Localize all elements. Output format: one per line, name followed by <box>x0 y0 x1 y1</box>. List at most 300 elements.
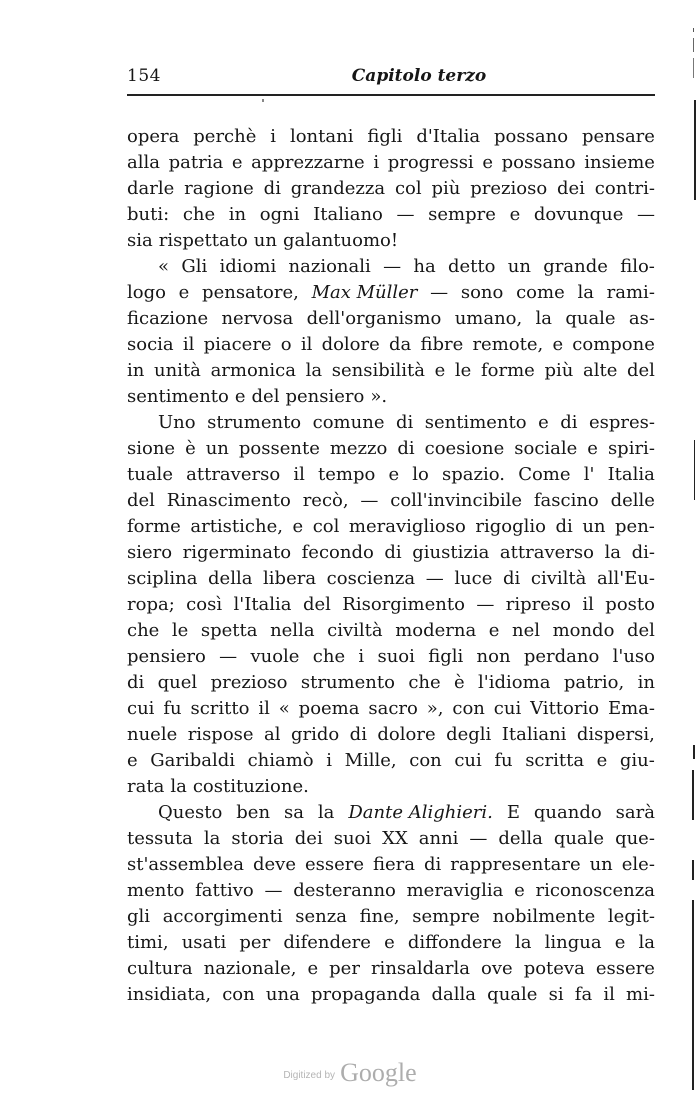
word: legit- <box>607 906 655 927</box>
word: — <box>425 568 444 589</box>
word: « <box>278 698 290 719</box>
text-line <box>127 800 655 826</box>
word: pen- <box>615 516 655 537</box>
word: — <box>636 204 655 225</box>
word: Italiano <box>313 204 383 225</box>
word: delle <box>610 490 655 511</box>
word: la <box>638 932 655 953</box>
word: gli <box>127 906 151 927</box>
text-line <box>127 696 655 722</box>
word: si <box>548 984 564 1005</box>
word: rata <box>127 776 165 797</box>
word: e <box>292 516 304 537</box>
word: fascino <box>533 490 599 511</box>
word: Dante Alighieri. <box>348 802 493 823</box>
word: prezioso <box>210 672 288 693</box>
word: e <box>388 464 400 485</box>
text-line <box>127 826 655 852</box>
word: espres- <box>588 412 655 433</box>
word: — <box>264 880 283 901</box>
word: piacere <box>203 334 272 355</box>
word: rigerminato <box>182 542 292 563</box>
word: un <box>253 230 277 251</box>
word: del <box>127 490 155 511</box>
word: deve <box>253 854 296 875</box>
text-line <box>127 228 655 254</box>
word: attraverso <box>499 542 594 563</box>
word: mondo <box>552 620 615 641</box>
word: un <box>205 438 229 459</box>
text-line <box>127 514 655 540</box>
binding-edge-mark <box>692 770 694 820</box>
word: degli <box>446 724 492 745</box>
word: e <box>509 204 521 225</box>
word: grande <box>543 256 608 277</box>
word: alte <box>582 360 618 381</box>
word: sociale <box>514 438 578 459</box>
word: nazionali <box>288 256 371 277</box>
word: del <box>302 594 331 615</box>
word: col <box>394 178 422 199</box>
word: costituzione. <box>192 776 309 797</box>
word: perdano <box>523 646 600 667</box>
word: il <box>300 334 313 355</box>
word: diffondere <box>407 932 502 953</box>
word: poteva <box>523 958 585 979</box>
word: dell'organismo <box>306 308 442 329</box>
word: una <box>265 984 300 1005</box>
word: della <box>498 828 543 849</box>
binding-edge-mark <box>692 900 694 1090</box>
word: chiamò <box>247 750 314 771</box>
word: senza <box>295 906 347 927</box>
header-rule <box>127 94 655 96</box>
word: fu <box>163 698 182 719</box>
word: grandezza <box>290 178 386 199</box>
word: civiltà <box>530 568 587 589</box>
word: ben <box>236 802 271 823</box>
word: fiera <box>373 854 416 875</box>
word: rappresentare <box>450 854 581 875</box>
word: la <box>203 828 221 849</box>
word: i <box>373 152 380 173</box>
word: ele- <box>621 854 655 875</box>
word: Questo <box>158 802 223 823</box>
word: galantuomo! <box>282 230 399 251</box>
word: poema <box>298 698 360 719</box>
word: non <box>476 646 511 667</box>
word: e <box>307 958 319 979</box>
word: tempo <box>318 464 376 485</box>
word: coesione <box>424 438 505 459</box>
word: del <box>626 620 655 641</box>
word: sa <box>284 802 304 823</box>
word: di <box>424 854 442 875</box>
word: cui <box>454 750 482 771</box>
word: l'Italia <box>233 594 292 615</box>
word: spetta <box>200 620 258 641</box>
word: e <box>488 620 500 641</box>
text-line <box>127 722 655 748</box>
word: — <box>360 490 379 511</box>
word: st'assemblea <box>127 854 245 875</box>
text-line <box>127 332 655 358</box>
word: Uno <box>158 412 196 433</box>
word: mi- <box>626 984 655 1005</box>
word: storia <box>231 828 284 849</box>
word: le <box>454 360 472 381</box>
word: idiomi <box>219 256 277 277</box>
word: essere <box>304 854 365 875</box>
word: — <box>396 204 415 225</box>
word: nobilmente <box>492 906 596 927</box>
word: il <box>182 334 195 355</box>
text-line <box>127 384 655 410</box>
word: dovunque <box>533 204 624 225</box>
word: lo <box>412 464 429 485</box>
text-line <box>127 488 655 514</box>
word: suoi <box>333 828 372 849</box>
text-line <box>127 618 655 644</box>
running-head <box>127 66 655 90</box>
word: E <box>506 802 520 823</box>
word: di- <box>631 542 655 563</box>
word: « <box>158 256 170 277</box>
word: l'idioma <box>478 672 551 693</box>
text-line <box>127 462 655 488</box>
word: Garibaldi <box>150 750 235 771</box>
word: possano <box>501 152 576 173</box>
word: la <box>604 542 622 563</box>
word: spazio. <box>442 464 506 485</box>
word: sensibilità <box>331 360 425 381</box>
word: il <box>582 594 594 615</box>
word: sono <box>460 282 504 303</box>
word: — <box>430 282 449 303</box>
text-line <box>127 436 655 462</box>
text-line <box>127 280 655 306</box>
word: Come <box>518 464 571 485</box>
word: e <box>514 880 525 901</box>
word: rinsaldarla <box>370 958 470 979</box>
word: un <box>507 256 531 277</box>
google-wordmark: Google <box>340 1058 417 1087</box>
word: difendere <box>283 932 371 953</box>
word: ha <box>413 256 436 277</box>
word: dalla <box>431 984 476 1005</box>
word: è <box>454 672 465 693</box>
word: cui <box>493 698 522 719</box>
word: — <box>469 828 488 849</box>
word: opera <box>127 126 180 147</box>
word: sione <box>127 438 176 459</box>
word: as- <box>628 308 655 329</box>
word: possente <box>238 438 320 459</box>
text-line <box>127 202 655 228</box>
word: darle <box>127 178 175 199</box>
word: figli <box>367 126 403 147</box>
word: accorgimenti <box>162 906 283 927</box>
word: civiltà <box>327 620 383 641</box>
word: con <box>222 984 255 1005</box>
word: la <box>535 308 553 329</box>
word: rispettato <box>158 230 248 251</box>
text-line <box>127 306 655 332</box>
word: usati <box>181 932 227 953</box>
binding-edge-mark <box>693 745 695 759</box>
word: che <box>182 204 216 225</box>
word: forme <box>480 360 535 381</box>
word: ficazione <box>127 308 209 329</box>
word: timi, <box>127 932 169 953</box>
word: i <box>358 646 365 667</box>
word: fibre <box>420 334 464 355</box>
word: sentimento <box>424 412 527 433</box>
word: e <box>538 412 549 433</box>
word: ragione <box>184 178 254 199</box>
word: e <box>552 334 564 355</box>
word: in <box>228 204 247 225</box>
text-line <box>127 904 655 930</box>
word: del <box>626 360 655 381</box>
word: quel <box>157 672 198 693</box>
text-line <box>127 410 655 436</box>
word: rigoglio <box>475 516 546 537</box>
word: nazionale, <box>203 958 297 979</box>
word: suoi <box>377 646 415 667</box>
word: così <box>186 594 223 615</box>
word: all'Eu- <box>596 568 655 589</box>
word: e <box>234 386 246 407</box>
word: dolore <box>321 334 380 355</box>
word: sia <box>127 230 153 251</box>
word: coscienza <box>326 568 416 589</box>
word: in <box>127 360 145 381</box>
text-line <box>127 566 655 592</box>
word: e <box>231 152 243 173</box>
word: sciplina <box>127 568 198 589</box>
word: armonica <box>210 360 296 381</box>
binding-edge-mark <box>694 100 696 200</box>
text-line <box>127 878 655 904</box>
word: alla <box>127 152 160 173</box>
word: riconoscenza <box>535 880 655 901</box>
word: che <box>312 646 346 667</box>
word: le <box>171 620 189 641</box>
word: Ema- <box>607 698 655 719</box>
chapter-title: Capitolo terzo <box>351 66 487 86</box>
word: l' <box>583 464 595 485</box>
word: dolore <box>377 724 436 745</box>
word: essere <box>595 958 655 979</box>
word: figli <box>428 646 464 667</box>
word: sacro <box>368 698 418 719</box>
word: Mille, <box>344 750 397 771</box>
word: di <box>503 568 521 589</box>
binding-edge-mark <box>692 860 694 880</box>
word: giustizia <box>412 542 490 563</box>
word: strumento <box>207 412 302 433</box>
binding-edge-mark <box>693 28 694 32</box>
word: ogni <box>259 204 300 225</box>
word: è <box>185 438 196 459</box>
word: compone <box>572 334 655 355</box>
word: posto <box>605 594 655 615</box>
text-line <box>127 956 655 982</box>
word: perchè <box>193 126 257 147</box>
text-line <box>127 644 655 670</box>
word: pensatore, <box>202 282 299 303</box>
word: del <box>251 386 280 407</box>
word: i <box>326 750 332 771</box>
word: strumento <box>300 672 395 693</box>
word: anni <box>418 828 459 849</box>
word: meraviglia <box>406 880 504 901</box>
word: per <box>239 932 271 953</box>
word: sempre <box>412 906 480 927</box>
word: libera <box>263 568 317 589</box>
text-line <box>127 254 655 280</box>
word: di <box>395 412 414 433</box>
word: il <box>258 698 270 719</box>
word: tuale <box>127 464 173 485</box>
word: apprezzarne <box>251 152 365 173</box>
word: rispose <box>187 724 254 745</box>
word: e <box>178 282 190 303</box>
word: », <box>426 698 444 719</box>
word: e <box>596 750 608 771</box>
word: di <box>555 516 573 537</box>
word: di <box>560 412 578 433</box>
word: di <box>397 438 415 459</box>
word: mento <box>127 880 185 901</box>
word: di <box>263 178 281 199</box>
word: quale <box>487 984 538 1005</box>
word: prezioso <box>470 178 548 199</box>
digitization-watermark <box>0 1058 700 1088</box>
header-mark <box>262 99 264 102</box>
word: recò, <box>302 490 349 511</box>
word: luce <box>454 568 493 589</box>
text-line <box>127 592 655 618</box>
word: patrio, <box>563 672 625 693</box>
word: forme <box>127 516 181 537</box>
word: per <box>329 958 360 979</box>
word: quale <box>553 828 605 849</box>
word: tessuta <box>127 828 193 849</box>
word: coll'invincibile <box>390 490 523 511</box>
word: più <box>431 178 461 199</box>
word: un <box>589 854 613 875</box>
word: Max Müller <box>311 282 418 303</box>
word: patria <box>168 152 224 173</box>
page-number: 154 <box>127 66 161 86</box>
word: il <box>603 984 615 1005</box>
word: nervosa <box>221 308 294 329</box>
binding-edge-mark <box>693 58 694 78</box>
word: que- <box>615 828 655 849</box>
word: pensiero <box>285 386 365 407</box>
word: Vittorio <box>530 698 600 719</box>
binding-edge-mark <box>694 440 695 500</box>
word: ripreso <box>505 594 571 615</box>
word: remote, <box>472 334 544 355</box>
binding-edge-mark <box>693 38 694 52</box>
word: scritto <box>190 698 250 719</box>
word: buti: <box>127 204 170 225</box>
word: Gli <box>181 256 208 277</box>
word: l'uso <box>612 646 655 667</box>
word: giu- <box>619 750 655 771</box>
word: di <box>349 724 367 745</box>
word: umano, <box>454 308 523 329</box>
word: nel <box>511 620 540 641</box>
text-line <box>127 358 655 384</box>
word: siero <box>127 542 173 563</box>
word: filo- <box>620 256 655 277</box>
text-line <box>127 982 655 1008</box>
word: desteranno <box>293 880 396 901</box>
word: di <box>384 542 402 563</box>
word: i <box>270 126 277 147</box>
word: socia <box>127 334 174 355</box>
word: nella <box>270 620 315 641</box>
word: di <box>127 672 145 693</box>
word: quando <box>533 802 602 823</box>
body-text <box>127 124 655 1008</box>
word: propaganda <box>311 984 421 1005</box>
word: sentimento <box>127 386 229 407</box>
word: Italia <box>607 464 655 485</box>
word: più <box>544 360 574 381</box>
word: ». <box>370 386 388 407</box>
word: con <box>409 750 442 771</box>
word: e <box>384 932 395 953</box>
word: con <box>452 698 485 719</box>
word: insieme <box>584 152 655 173</box>
text-line <box>127 930 655 956</box>
word: dei <box>294 828 323 849</box>
word: — <box>383 256 402 277</box>
word: mezzo <box>329 438 388 459</box>
word: fine, <box>359 906 400 927</box>
text-line <box>127 670 655 696</box>
word: rami- <box>606 282 655 303</box>
word: lingua <box>544 932 602 953</box>
word: detto <box>447 256 496 277</box>
word: cui <box>127 698 155 719</box>
word: unità <box>154 360 201 381</box>
word: dispersi, <box>576 724 655 745</box>
word: la <box>170 776 187 797</box>
word: che <box>408 672 441 693</box>
word: vuole <box>250 646 300 667</box>
word: al <box>264 724 281 745</box>
word: Risorgimento <box>342 594 465 615</box>
text-line <box>127 124 655 150</box>
word: la <box>514 932 532 953</box>
word: lontani <box>289 126 354 147</box>
text-line <box>127 852 655 878</box>
text-line <box>127 150 655 176</box>
word: logo <box>127 282 166 303</box>
word: il <box>293 464 305 485</box>
word: attraverso <box>186 464 281 485</box>
word: ove <box>481 958 513 979</box>
word: insidiata, <box>127 984 212 1005</box>
word: scritta <box>525 750 585 771</box>
digitized-by-label: Digitized by <box>283 1070 336 1081</box>
